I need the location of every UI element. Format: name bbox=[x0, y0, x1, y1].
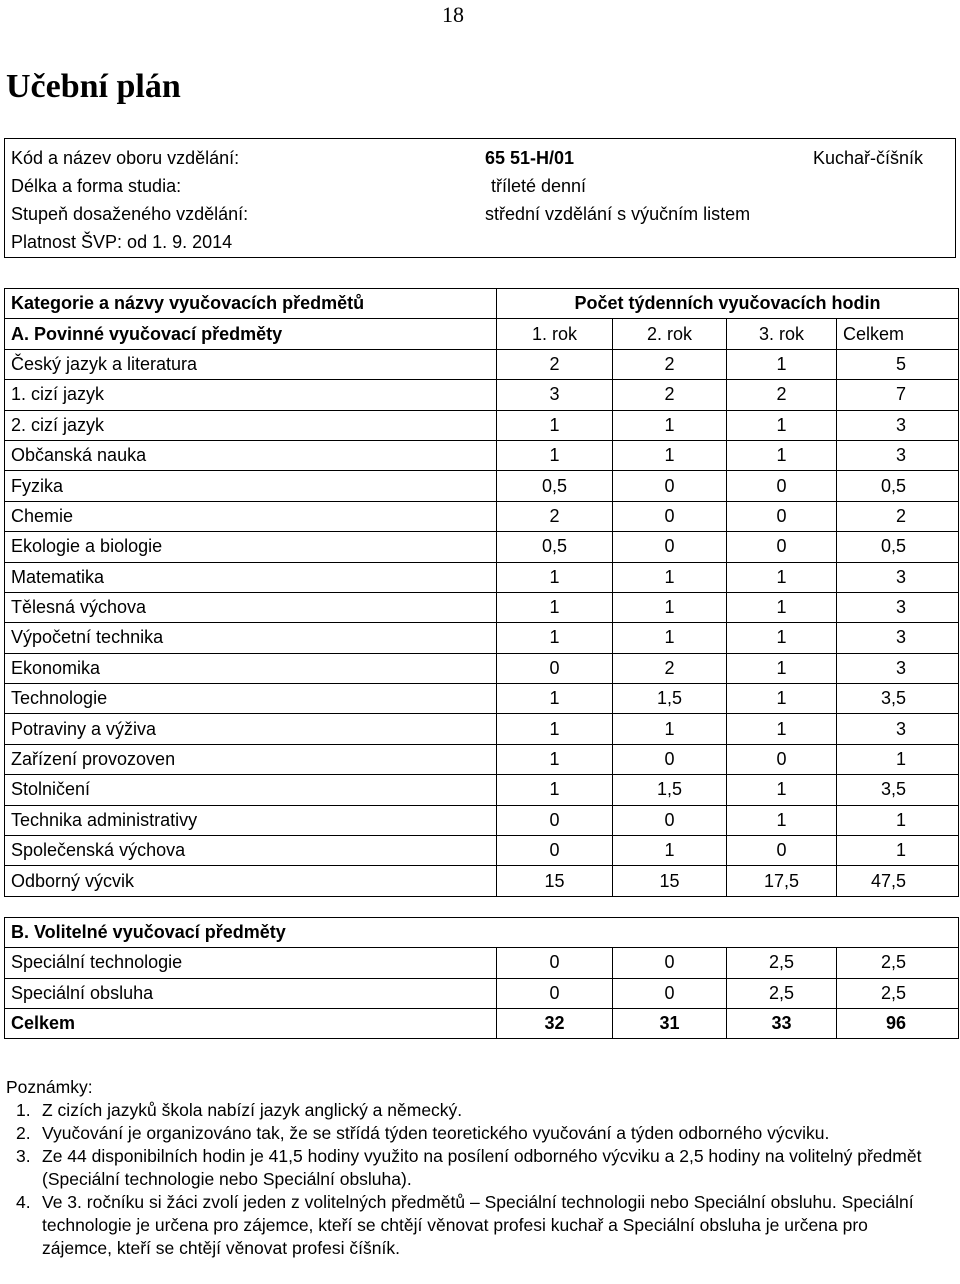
info-row-code bbox=[11, 145, 949, 171]
section-a-label: A. Povinné vyučovací předměty bbox=[5, 319, 497, 349]
hours-year-2: 2 bbox=[613, 349, 727, 379]
hours-year-3: 33 bbox=[727, 1008, 837, 1038]
subject-name: Výpočetní technika bbox=[5, 623, 497, 653]
table-row bbox=[5, 866, 959, 896]
note-text: Ve 3. ročníku si žáci zvolí jeden z volitelných předmětů – Speciální technologii nebo Speciální obsluhu. Speciální technologie je určena pro zájemce, kteří se chtějí věnovat profesi kuchař a Speciální obsluha je určena pro zájemce, kteří se chtějí věnovat profesi číšník. bbox=[42, 1192, 914, 1258]
total-row bbox=[5, 1008, 959, 1038]
info-label: Délka a forma studia: bbox=[11, 176, 182, 196]
hours-total: 1 bbox=[837, 836, 959, 866]
info-row-duration bbox=[11, 173, 949, 199]
hours-total: 2,5 bbox=[837, 948, 959, 978]
table-row bbox=[5, 948, 959, 978]
curriculum-table bbox=[4, 288, 959, 1039]
hours-year-1: 0 bbox=[497, 948, 613, 978]
hours-year-3: 17,5 bbox=[727, 866, 837, 896]
hours-total: 7 bbox=[837, 380, 959, 410]
hours-total: 96 bbox=[837, 1008, 959, 1038]
hours-total: 1 bbox=[837, 744, 959, 774]
hours-year-1: 0 bbox=[497, 805, 613, 835]
hours-year-1: 1 bbox=[497, 744, 613, 774]
col-year-2: 2. rok bbox=[613, 319, 727, 349]
hours-year-2: 1 bbox=[613, 836, 727, 866]
hours-year-1: 32 bbox=[497, 1008, 613, 1038]
hours-year-1: 0 bbox=[497, 653, 613, 683]
hours-year-2: 1 bbox=[613, 562, 727, 592]
subject-name: Chemie bbox=[5, 501, 497, 531]
table-row bbox=[5, 775, 959, 805]
section-b-label: B. Volitelné vyučovací předměty bbox=[5, 917, 959, 947]
col-year-1: 1. rok bbox=[497, 319, 613, 349]
hours-total: 1 bbox=[837, 805, 959, 835]
hours-year-3: 1 bbox=[727, 562, 837, 592]
category-header: Kategorie a názvy vyučovacích předmětů bbox=[5, 289, 497, 319]
hours-year-3: 1 bbox=[727, 592, 837, 622]
hours-total: 0,5 bbox=[837, 471, 959, 501]
hours-total: 3 bbox=[837, 592, 959, 622]
section-b-header-row bbox=[5, 917, 959, 947]
subject-name: Ekologie a biologie bbox=[5, 532, 497, 562]
hours-total: 3 bbox=[837, 653, 959, 683]
hours-total: 0,5 bbox=[837, 532, 959, 562]
subject-name: Stolničení bbox=[5, 775, 497, 805]
hours-year-1: 1 bbox=[497, 775, 613, 805]
note-item bbox=[6, 1122, 936, 1145]
hours-year-2: 15 bbox=[613, 866, 727, 896]
subject-name: Technika administrativy bbox=[5, 805, 497, 835]
hours-year-3: 0 bbox=[727, 501, 837, 531]
subject-name: Český jazyk a literatura bbox=[5, 349, 497, 379]
subject-name: Matematika bbox=[5, 562, 497, 592]
note-number: 2. bbox=[16, 1123, 31, 1143]
hours-year-1: 1 bbox=[497, 714, 613, 744]
table-row bbox=[5, 744, 959, 774]
info-row-level bbox=[11, 201, 949, 227]
note-text: Vyučování je organizováno tak, že se střídá týden teoretického vyučování a týden odborného výcviku. bbox=[42, 1123, 830, 1143]
hours-year-1: 1 bbox=[497, 592, 613, 622]
subject-name: Celkem bbox=[5, 1008, 497, 1038]
hours-total: 3 bbox=[837, 623, 959, 653]
hours-year-2: 0 bbox=[613, 471, 727, 501]
table-header-row bbox=[5, 289, 959, 319]
note-text: Z cizích jazyků škola nabízí jazyk anglický a německý. bbox=[42, 1100, 463, 1120]
hours-total: 2 bbox=[837, 501, 959, 531]
hours-year-1: 0 bbox=[497, 836, 613, 866]
hours-year-2: 1 bbox=[613, 410, 727, 440]
notes-list bbox=[6, 1099, 936, 1260]
hours-year-2: 1,5 bbox=[613, 684, 727, 714]
notes-heading: Poznámky: bbox=[6, 1077, 93, 1097]
program-name: Kuchař-číšník bbox=[812, 148, 923, 168]
hours-year-3: 1 bbox=[727, 775, 837, 805]
hours-year-3: 1 bbox=[727, 623, 837, 653]
hours-year-3: 1 bbox=[727, 684, 837, 714]
hours-year-3: 2 bbox=[727, 380, 837, 410]
hours-year-3: 0 bbox=[727, 836, 837, 866]
table-row bbox=[5, 623, 959, 653]
hours-year-2: 1,5 bbox=[613, 775, 727, 805]
hours-total: 3,5 bbox=[837, 775, 959, 805]
hours-year-1: 2 bbox=[497, 501, 613, 531]
col-year-3: 3. rok bbox=[727, 319, 837, 349]
program-code: 65 51-H/01 bbox=[485, 148, 575, 168]
hours-year-3: 1 bbox=[727, 410, 837, 440]
hours-year-1: 1 bbox=[497, 440, 613, 470]
subject-name: Potraviny a výživa bbox=[5, 714, 497, 744]
hours-year-2: 1 bbox=[613, 714, 727, 744]
hours-year-1: 3 bbox=[497, 380, 613, 410]
hours-year-2: 0 bbox=[613, 978, 727, 1008]
hours-year-2: 1 bbox=[613, 623, 727, 653]
hours-total: 3 bbox=[837, 714, 959, 744]
info-label: Stupeň dosaženého vzdělání: bbox=[11, 204, 249, 224]
hours-year-3: 1 bbox=[727, 714, 837, 744]
table-row bbox=[5, 410, 959, 440]
info-label: Kód a název oboru vzdělání: bbox=[11, 148, 240, 168]
note-item bbox=[6, 1145, 936, 1191]
hours-year-1: 1 bbox=[497, 410, 613, 440]
hours-total: 3 bbox=[837, 410, 959, 440]
section-a-header-row bbox=[5, 319, 959, 349]
info-value: střední vzdělání s výučním listem bbox=[485, 204, 751, 224]
subject-name: Zařízení provozoven bbox=[5, 744, 497, 774]
hours-year-2: 1 bbox=[613, 592, 727, 622]
hours-year-3: 1 bbox=[727, 440, 837, 470]
info-value: tříleté denní bbox=[491, 176, 587, 196]
table-row bbox=[5, 562, 959, 592]
hours-year-2: 0 bbox=[613, 501, 727, 531]
hours-year-1: 0 bbox=[497, 978, 613, 1008]
hours-year-2: 2 bbox=[613, 653, 727, 683]
note-text: Ze 44 disponibilních hodin je 41,5 hodiny využito na posílení odborného výcviku a 2,5 hodiny na volitelný předmět (Speciální technologie nebo Speciální obsluha). bbox=[42, 1146, 922, 1189]
page-number: 18 bbox=[442, 2, 464, 27]
note-number: 4. bbox=[16, 1192, 31, 1212]
subject-name: Společenská výchova bbox=[5, 836, 497, 866]
hours-total: 3 bbox=[837, 562, 959, 592]
hours-year-3: 1 bbox=[727, 653, 837, 683]
note-item bbox=[6, 1191, 936, 1260]
hours-total: 2,5 bbox=[837, 978, 959, 1008]
subject-name: 1. cizí jazyk bbox=[5, 380, 497, 410]
hours-year-1: 15 bbox=[497, 866, 613, 896]
program-info-box bbox=[4, 138, 956, 258]
hours-year-1: 1 bbox=[497, 623, 613, 653]
hours-year-3: 2,5 bbox=[727, 948, 837, 978]
table-row bbox=[5, 684, 959, 714]
table-row bbox=[5, 978, 959, 1008]
hours-year-1: 2 bbox=[497, 349, 613, 379]
hours-year-3: 1 bbox=[727, 805, 837, 835]
col-total: Celkem bbox=[837, 319, 959, 349]
table-row bbox=[5, 532, 959, 562]
notes bbox=[6, 1076, 936, 1260]
hours-total: 5 bbox=[837, 349, 959, 379]
hours-year-1: 0,5 bbox=[497, 471, 613, 501]
hours-year-2: 31 bbox=[613, 1008, 727, 1038]
hours-year-3: 0 bbox=[727, 532, 837, 562]
hours-total: 3,5 bbox=[837, 684, 959, 714]
subject-name: 2. cizí jazyk bbox=[5, 410, 497, 440]
page-title: Učební plán bbox=[6, 68, 181, 105]
table-row bbox=[5, 440, 959, 470]
table-row bbox=[5, 471, 959, 501]
hours-total: 47,5 bbox=[837, 866, 959, 896]
note-number: 3. bbox=[16, 1146, 31, 1166]
table-row bbox=[5, 836, 959, 866]
table-row bbox=[5, 592, 959, 622]
table-row bbox=[5, 805, 959, 835]
hours-total: 3 bbox=[837, 440, 959, 470]
note-item bbox=[6, 1099, 936, 1122]
hours-year-2: 0 bbox=[613, 948, 727, 978]
note-number: 1. bbox=[16, 1100, 31, 1120]
hours-year-3: 0 bbox=[727, 471, 837, 501]
subject-name: Speciální technologie bbox=[5, 948, 497, 978]
hours-header: Počet týdenních vyučovacích hodin bbox=[497, 289, 959, 319]
table-row bbox=[5, 501, 959, 531]
hours-year-1: 1 bbox=[497, 562, 613, 592]
info-label: Platnost ŠVP: od 1. 9. 2014 bbox=[11, 232, 233, 252]
hours-year-1: 0,5 bbox=[497, 532, 613, 562]
subject-name: Fyzika bbox=[5, 471, 497, 501]
info-row-validity bbox=[11, 229, 949, 255]
subject-name: Odborný výcvik bbox=[5, 866, 497, 896]
subject-name: Občanská nauka bbox=[5, 440, 497, 470]
hours-year-2: 0 bbox=[613, 744, 727, 774]
hours-year-3: 1 bbox=[727, 349, 837, 379]
table-spacer bbox=[5, 896, 959, 917]
table-row bbox=[5, 714, 959, 744]
hours-year-2: 1 bbox=[613, 440, 727, 470]
hours-year-2: 2 bbox=[613, 380, 727, 410]
hours-year-2: 0 bbox=[613, 805, 727, 835]
hours-year-3: 0 bbox=[727, 744, 837, 774]
table-row bbox=[5, 380, 959, 410]
table-row bbox=[5, 653, 959, 683]
subject-name: Ekonomika bbox=[5, 653, 497, 683]
hours-year-2: 0 bbox=[613, 532, 727, 562]
hours-year-3: 2,5 bbox=[727, 978, 837, 1008]
subject-name: Technologie bbox=[5, 684, 497, 714]
hours-year-1: 1 bbox=[497, 684, 613, 714]
subject-name: Speciální obsluha bbox=[5, 978, 497, 1008]
table-row bbox=[5, 349, 959, 379]
subject-name: Tělesná výchova bbox=[5, 592, 497, 622]
